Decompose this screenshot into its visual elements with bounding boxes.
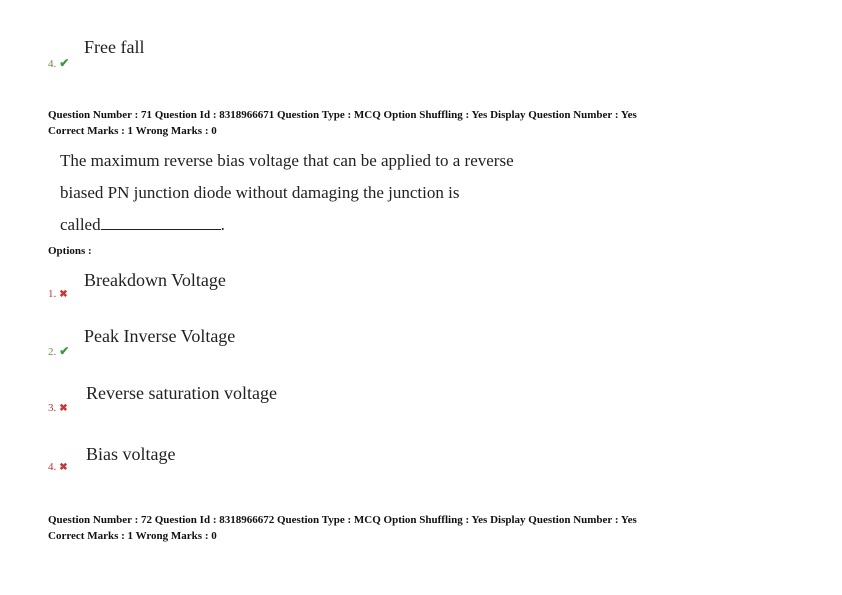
option-1-text: Breakdown Voltage <box>84 270 226 290</box>
option-1-number: 1. <box>48 288 57 300</box>
cross-icon: ✖ <box>59 461 68 473</box>
prev-option-4-text: Free fall <box>84 37 145 57</box>
option-1-number-group <box>48 288 68 300</box>
option-2-number: 2. <box>48 345 57 358</box>
option-4-text: Bias voltage <box>86 444 176 464</box>
question-text-line2: biased PN junction diode without damaging the junction is <box>60 183 460 202</box>
cross-icon: ✖ <box>59 288 68 300</box>
question-text-called: called <box>60 215 101 234</box>
answer-blank <box>101 215 221 230</box>
option-2-text: Peak Inverse Voltage <box>84 326 236 346</box>
option-2-number-group <box>48 344 69 359</box>
options-label: Options : <box>48 245 92 257</box>
option-3-text: Reverse saturation voltage <box>86 383 277 403</box>
option-4-number-group <box>48 461 68 473</box>
question-text-line1: The maximum reverse bias voltage that can be applied to a reverse <box>60 151 514 170</box>
next-question-meta-line1: Question Number : 72 Question Id : 8318966672 Question Type : MCQ Option Shuffling : Yes Display Question Number : Yes <box>48 514 637 526</box>
question-meta-line2: Correct Marks : 1 Wrong Marks : 0 <box>48 125 217 137</box>
question-text-end: . <box>220 215 225 234</box>
question-meta-line1: Question Number : 71 Question Id : 8318966671 Question Type : MCQ Option Shuffling : Yes Display Question Number : Yes <box>48 109 637 121</box>
option-3-number-group <box>48 402 68 414</box>
option-4-number: 4. <box>48 461 57 473</box>
check-icon: ✔ <box>59 344 70 358</box>
question-text-line3 <box>60 215 225 235</box>
next-question-meta-line2: Correct Marks : 1 Wrong Marks : 0 <box>48 530 217 542</box>
cross-icon: ✖ <box>59 402 68 414</box>
prev-option-4-number: 4. <box>48 57 57 70</box>
prev-option-4-number-group <box>48 56 69 71</box>
check-icon: ✔ <box>59 56 70 70</box>
option-3-number: 3. <box>48 402 57 414</box>
